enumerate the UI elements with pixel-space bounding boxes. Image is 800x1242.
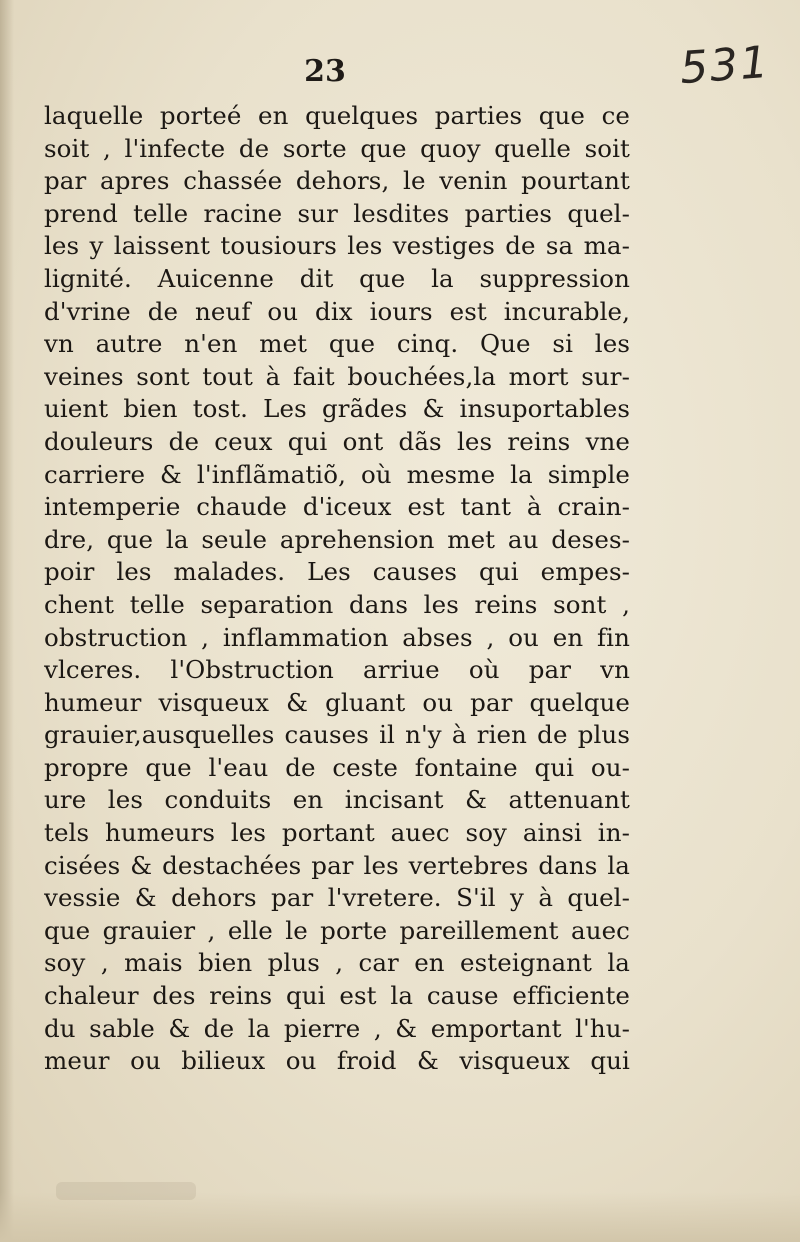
text-line: poir les malades. Les causes qui empes-: [44, 557, 630, 587]
text-line: meur ou bilieux ou froid & visqueux qui: [44, 1046, 630, 1076]
text-line: chaleur des reins qui est la cause efficiente: [44, 981, 630, 1011]
text-line: laquelle porteé en quelques parties que ce: [44, 101, 630, 130]
text-line: veines sont tout à fait bouchées,la mort sur-: [44, 361, 630, 391]
text-line: propre que l'eau de ceste fontaine qui ou-: [44, 752, 630, 782]
text-line: soy , mais bien plus , car en esteignant la: [44, 948, 630, 978]
text-line: douleurs de ceux qui ont dãs les reins vne: [44, 426, 630, 456]
text-line: soit , l'infecte de sorte que quoy quelle soit: [44, 133, 630, 163]
text-line: chent telle separation dans les reins sont ,: [44, 589, 630, 619]
body-text: [44, 100, 630, 1078]
text-line: que grauier , elle le porte pareillement auec: [44, 915, 630, 945]
text-line: uient bien tost. Les grãdes & insuportables: [44, 394, 630, 424]
text-line: tels humeurs les portant auec soy ainsi in-: [44, 818, 630, 848]
text-line: vessie & dehors par l'vretere. S'il y à quel-: [44, 883, 630, 913]
text-line: cisées & destachées par les vertebres dans la: [44, 850, 630, 880]
text-line: humeur visqueux & gluant ou par quelque: [44, 687, 630, 717]
text-line: les y laissent tousiours les vestiges de sa ma-: [44, 231, 630, 261]
text-line: carriere & l'inflãmatiõ, où mesme la simple: [44, 459, 630, 489]
text-line: dre, que la seule aprehension met au deses-: [44, 524, 630, 554]
text-line: vn autre n'en met que cinq. Que si les: [44, 329, 630, 359]
bleed-through-smudge: [56, 1182, 196, 1200]
text-line: prend telle racine sur lesdites parties quel-: [44, 198, 630, 228]
text-line: ure les conduits en incisant & attenuant: [44, 785, 630, 815]
text-line: par apres chassée dehors, le venin pourtant: [44, 166, 630, 196]
handwritten-folio-number: 531: [678, 36, 772, 95]
text-line: vlceres. l'Obstruction arriue où par vn: [44, 655, 630, 685]
page-shadow-left: [0, 0, 14, 1242]
page-number: 23: [304, 54, 346, 89]
text-line: d'vrine de neuf ou dix iours est incurable,: [44, 296, 630, 326]
text-line: du sable & de la pierre , & emportant l'hu-: [44, 1013, 630, 1043]
text-line: obstruction , inflammation abses , ou en fin: [44, 622, 630, 652]
text-line: intemperie chaude d'iceux est tant à crain-: [44, 492, 630, 522]
text-line: lignité. Auicenne dit que la suppression: [44, 263, 630, 293]
text-line: grauier,ausquelles causes il n'y à rien de plus: [44, 720, 630, 750]
